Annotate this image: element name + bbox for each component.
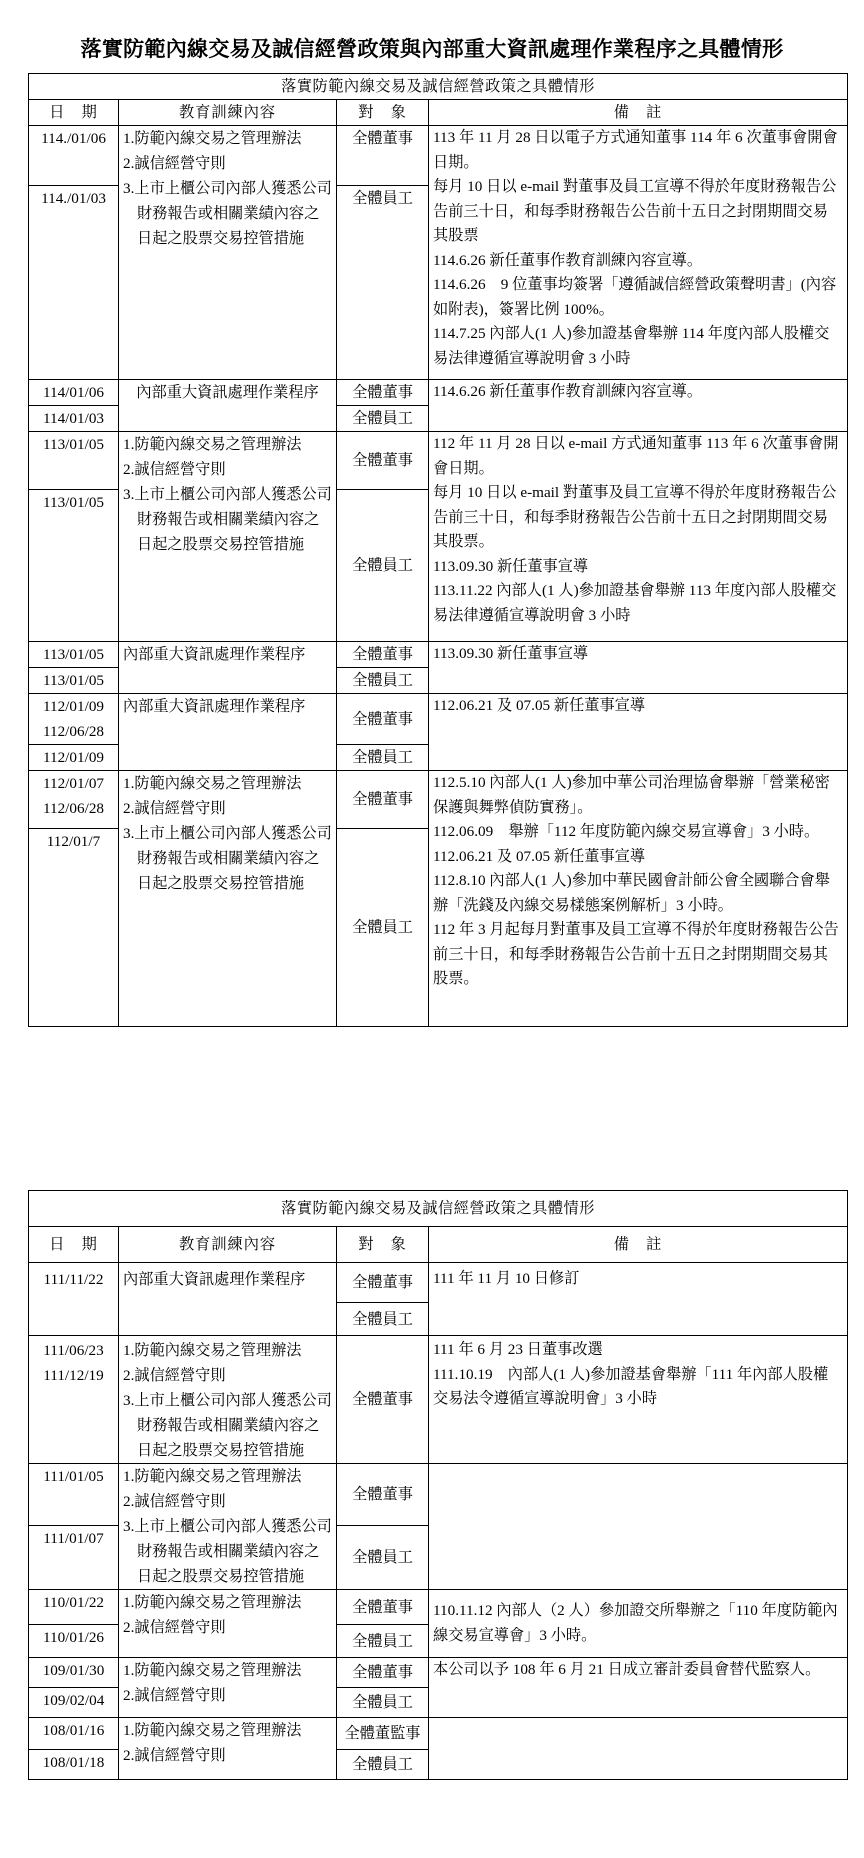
date-cell: 108/01/18 bbox=[29, 1750, 119, 1780]
target-cell: 全體董事 bbox=[337, 642, 429, 668]
note-cell bbox=[429, 432, 848, 642]
table-row bbox=[29, 1590, 848, 1625]
date-cell: 114./01/03 bbox=[29, 186, 119, 380]
topic-item: 1.防範內線交易之管理辦法 bbox=[123, 775, 302, 792]
topic-cell bbox=[119, 1590, 337, 1658]
date-cell: 109/01/30 bbox=[29, 1658, 119, 1688]
date-cell: 113/01/05 bbox=[29, 432, 119, 490]
target-cell: 全體董事 bbox=[337, 380, 429, 406]
note-line: 114.6.26 9 位董事均簽署「遵循誠信經營政策聲明書」(內容如附表)，簽署比例 100%。 bbox=[433, 276, 837, 318]
target-cell: 全體員工 bbox=[337, 490, 429, 642]
note-cell: 114.6.26 新任董事作教育訓練內容宣導。 bbox=[429, 380, 848, 432]
table-header-row bbox=[29, 100, 848, 126]
date-line: 111/12/19 bbox=[43, 1367, 104, 1384]
target-cell: 全體董監事 bbox=[337, 1718, 429, 1750]
date-line: 112/06/28 bbox=[42, 723, 105, 740]
topic-item: 3.上市上櫃公司內部人獲悉公司財務報告或相關業績內容之日起之股票交易控管措施 bbox=[123, 1518, 332, 1585]
table-row bbox=[29, 126, 848, 186]
target-cell: 全體員工 bbox=[337, 1750, 429, 1780]
target-cell: 全體董事 bbox=[337, 126, 429, 186]
topic-cell bbox=[119, 1718, 337, 1780]
topic-item: 1.防範內線交易之管理辦法 bbox=[123, 436, 302, 453]
note-line: 112.06.09 舉辦「112 年度防範內線交易宣導會」3 小時。 bbox=[433, 823, 820, 840]
header-note: 備 註 bbox=[429, 100, 848, 126]
table-row bbox=[29, 642, 848, 668]
table-row bbox=[29, 771, 848, 829]
date-cell: 113/01/05 bbox=[29, 642, 119, 668]
table-row bbox=[29, 694, 848, 745]
date-cell: 113/01/05 bbox=[29, 490, 119, 642]
table-row bbox=[29, 1464, 848, 1526]
date-line: 112/01/09 bbox=[42, 698, 105, 715]
note-line: 每月 10 日以 e-mail 對董事及員工宣導不得於年度財務報告公告前三十日，和每季財務報告公告前十五日之封閉期間交易其股票 bbox=[433, 178, 837, 244]
topic-item: 2.誠信經營守則 bbox=[123, 800, 226, 817]
date-cell: 111/01/07 bbox=[29, 1525, 119, 1589]
date-cell: 110/01/22 bbox=[29, 1590, 119, 1625]
policy-table-2 bbox=[28, 1190, 848, 1780]
topic-item: 1.防範內線交易之管理辦法 bbox=[123, 1662, 302, 1679]
note-line: 112.5.10 內部人(1 人)參加中華公司治理協會舉辦「營業秘密保護與舞弊偵防實務」。 bbox=[433, 774, 830, 816]
note-cell bbox=[429, 771, 848, 1027]
target-cell: 全體員工 bbox=[337, 186, 429, 380]
note-cell: 111 年 11 月 10 日修訂 bbox=[429, 1263, 848, 1336]
table-caption-row bbox=[29, 74, 848, 100]
note-line: 111.10.19 內部人(1 人)參加證基會舉辦「111 年內部人股權交易法令遵循宣導說明會」3 小時 bbox=[433, 1365, 829, 1407]
topic-item: 2.誠信經營守則 bbox=[123, 1747, 226, 1764]
note-line: 112.06.21 及 07.05 新任董事宣導 bbox=[433, 847, 646, 865]
date-cell: 114/01/06 bbox=[29, 380, 119, 406]
topic-item: 2.誠信經營守則 bbox=[123, 1493, 226, 1510]
table-caption-row bbox=[29, 1191, 848, 1227]
date-cell bbox=[29, 694, 119, 745]
topic-item: 3.上市上櫃公司內部人獲悉公司財務報告或相關業績內容之日起之股票交易控管措施 bbox=[123, 1392, 332, 1459]
date-cell: 111/11/22 bbox=[29, 1263, 119, 1336]
topic-item: 1.防範內線交易之管理辦法 bbox=[123, 1468, 302, 1485]
table-row bbox=[29, 1718, 848, 1750]
target-cell: 全體員工 bbox=[337, 829, 429, 1027]
topic-item: 2.誠信經營守則 bbox=[123, 461, 226, 478]
topic-cell bbox=[119, 771, 337, 1027]
header-target: 對 象 bbox=[337, 1227, 429, 1263]
note-cell bbox=[429, 1336, 848, 1464]
topic-item: 3.上市上櫃公司內部人獲悉公司財務報告或相關業績內容之日起之股票交易控管措施 bbox=[123, 486, 332, 553]
target-cell: 全體董事 bbox=[337, 771, 429, 829]
topic-item: 1.防範內線交易之管理辦法 bbox=[123, 1722, 302, 1739]
page-title: 落實防範內線交易及誠信經營政策與內部重大資訊處理作業程序之具體情形 bbox=[80, 37, 784, 61]
topic-cell: 內部重大資訊處理作業程序 bbox=[119, 1263, 337, 1336]
note-line: 每月 10 日以 e-mail 對董事及員工宣導不得於年度財務報告公告前三十日，和每季財務報告公告前十五日之封閉期間交易其股票。 bbox=[433, 484, 837, 550]
note-line: 112.8.10 內部人(1 人)參加中華民國會計師公會全國聯合會舉辦「洗錢及內線交易樣態案例解析」3 小時。 bbox=[433, 872, 830, 914]
target-cell: 全體員工 bbox=[337, 1625, 429, 1658]
topic-item: 1.防範內線交易之管理辦法 bbox=[123, 1594, 302, 1611]
date-line: 111/06/23 bbox=[43, 1342, 104, 1359]
note-line: 112 年 3 月起每月對董事及員工宣導不得於年度財務報告公告前三十日，和每季財務報告公告前十五日之封閉期間交易其股票。 bbox=[433, 921, 839, 987]
note-line: 113.11.22 內部人(1 人)參加證基會舉辦 113 年度內部人股權交易法律遵循宣導說明會 3 小時 bbox=[433, 582, 837, 624]
table-row bbox=[29, 432, 848, 490]
date-cell: 112/01/7 bbox=[29, 829, 119, 1027]
date-cell: 113/01/05 bbox=[29, 668, 119, 694]
date-cell: 108/01/16 bbox=[29, 1718, 119, 1750]
table-caption: 落實防範內線交易及誠信經營政策之具體情形 bbox=[29, 74, 848, 100]
note-line: 113 年 11 月 28 日以電子方式通知董事 114 年 6 次董事會開會日期。 bbox=[433, 129, 838, 171]
topic-item: 2.誠信經營守則 bbox=[123, 1619, 226, 1636]
date-cell bbox=[29, 1336, 119, 1464]
note-line: 111 年 6 月 23 日董事改選 bbox=[433, 1341, 603, 1358]
note-cell bbox=[429, 126, 848, 380]
date-cell: 114/01/03 bbox=[29, 406, 119, 432]
topic-item: 2.誠信經營守則 bbox=[123, 155, 226, 172]
target-cell: 全體董事 bbox=[337, 1590, 429, 1625]
topic-cell: 內部重大資訊處理作業程序 bbox=[119, 642, 337, 694]
note-cell: 112.06.21 及 07.05 新任董事宣導 bbox=[429, 694, 848, 771]
topic-item: 3.上市上櫃公司內部人獲悉公司財務報告或相關業績內容之日起之股票交易控管措施 bbox=[123, 180, 332, 247]
target-cell: 全體董事 bbox=[337, 432, 429, 490]
target-cell: 全體董事 bbox=[337, 1336, 429, 1464]
header-date: 日 期 bbox=[29, 100, 119, 126]
note-line: 114.7.25 內部人(1 人)參加證基會舉辦 114 年度內部人股權交易法律遵循宣導說明會 3 小時 bbox=[433, 325, 830, 367]
table-row bbox=[29, 1263, 848, 1303]
header-date: 日 期 bbox=[29, 1227, 119, 1263]
table-row bbox=[29, 380, 848, 406]
date-cell: 109/02/04 bbox=[29, 1688, 119, 1718]
topic-cell bbox=[119, 1336, 337, 1464]
date-cell: 110/01/26 bbox=[29, 1625, 119, 1658]
note-cell: 本公司以予 108 年 6 月 21 日成立審計委員會替代監察人。 bbox=[429, 1658, 848, 1718]
date-cell bbox=[29, 771, 119, 829]
topic-cell bbox=[119, 432, 337, 642]
table-header-row bbox=[29, 1227, 848, 1263]
date-line: 112/06/28 bbox=[42, 800, 105, 817]
target-cell: 全體員工 bbox=[337, 1688, 429, 1718]
policy-table-1 bbox=[28, 73, 848, 1027]
topic-item: 2.誠信經營守則 bbox=[123, 1367, 226, 1384]
topic-cell bbox=[119, 126, 337, 380]
note-line: 114.6.26 新任董事作教育訓練內容宣導。 bbox=[433, 251, 703, 269]
note-cell: 110.11.12 內部人（2 人）參加證交所舉辦之「110 年度防範內線交易宣導會」3 小時。 bbox=[429, 1590, 848, 1658]
date-cell: 114./01/06 bbox=[29, 126, 119, 186]
target-cell: 全體員工 bbox=[337, 406, 429, 432]
note-cell-empty bbox=[429, 1718, 848, 1780]
target-cell: 全體董事 bbox=[337, 694, 429, 745]
target-cell: 全體董事 bbox=[337, 1464, 429, 1526]
topic-item: 3.上市上櫃公司內部人獲悉公司財務報告或相關業績內容之日起之股票交易控管措施 bbox=[123, 825, 332, 892]
topic-item: 2.誠信經營守則 bbox=[123, 1687, 226, 1704]
table-row bbox=[29, 1336, 848, 1464]
date-cell: 111/01/05 bbox=[29, 1464, 119, 1526]
note-line: 112 年 11 月 28 日以 e-mail 方式通知董事 113 年 6 次董事會開會日期。 bbox=[433, 435, 839, 477]
target-cell: 全體員工 bbox=[337, 1525, 429, 1589]
note-line: 113.09.30 新任董事宣導 bbox=[433, 557, 589, 575]
header-note: 備 註 bbox=[429, 1227, 848, 1263]
table-row bbox=[29, 1658, 848, 1688]
note-cell: 113.09.30 新任董事宣導 bbox=[429, 642, 848, 694]
date-line: 112/01/07 bbox=[42, 775, 105, 792]
target-cell: 全體董事 bbox=[337, 1263, 429, 1303]
topic-cell: 內部重大資訊處理作業程序 bbox=[119, 380, 337, 432]
date-cell: 112/01/09 bbox=[29, 745, 119, 771]
header-topic: 教育訓練內容 bbox=[119, 100, 337, 126]
target-cell: 全體員工 bbox=[337, 668, 429, 694]
topic-cell bbox=[119, 1464, 337, 1590]
topic-item: 1.防範內線交易之管理辦法 bbox=[123, 130, 302, 147]
table-caption: 落實防範內線交易及誠信經營政策之具體情形 bbox=[29, 1191, 848, 1227]
topic-item: 1.防範內線交易之管理辦法 bbox=[123, 1342, 302, 1359]
target-cell: 全體董事 bbox=[337, 1658, 429, 1688]
topic-cell: 內部重大資訊處理作業程序 bbox=[119, 694, 337, 771]
target-cell: 全體員工 bbox=[337, 1303, 429, 1336]
topic-cell bbox=[119, 1658, 337, 1718]
header-topic: 教育訓練內容 bbox=[119, 1227, 337, 1263]
note-cell-empty bbox=[429, 1464, 848, 1590]
target-cell: 全體員工 bbox=[337, 745, 429, 771]
header-target: 對 象 bbox=[337, 100, 429, 126]
